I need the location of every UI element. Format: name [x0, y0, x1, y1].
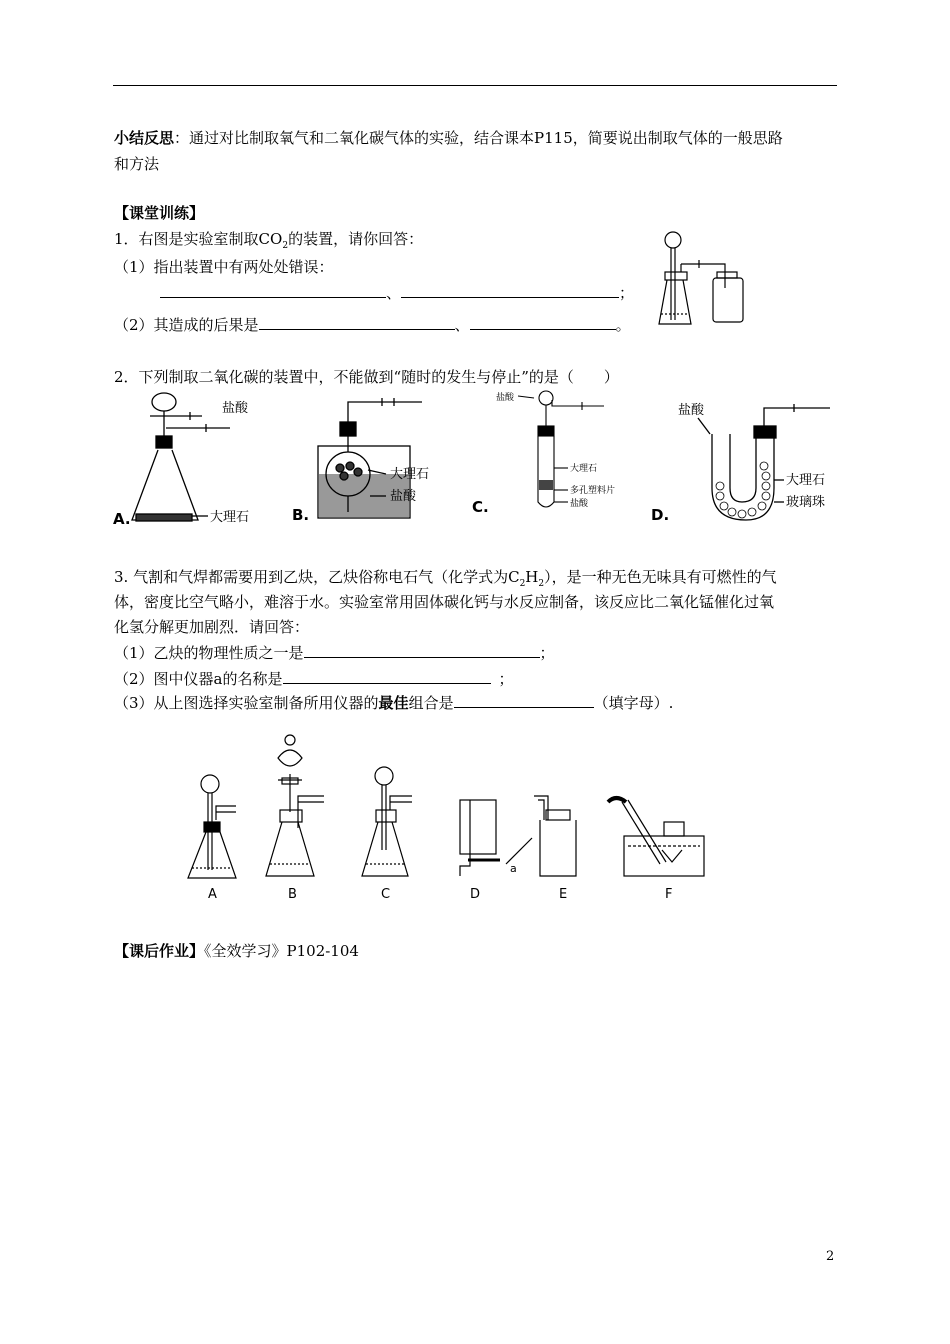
apparatus-a [188, 775, 236, 878]
q2-figure-b [310, 396, 470, 524]
summary-line-2: 和方法 [114, 155, 160, 173]
instrument-a-label: a [510, 862, 517, 875]
q2b-marble-label: 大理石 [390, 467, 430, 482]
q3-line-1: 3. 气割和气焊都需要用到乙炔，乙炔俗称电石气（化学式为$C_2H_2$），是一种无色无味具有可燃性的气 [114, 568, 777, 589]
homework-label: 【课后作业】 [114, 942, 205, 960]
apparatus-label-d: D [470, 887, 481, 902]
apparatus-d [460, 800, 532, 876]
homework-line [114, 940, 359, 961]
q2a-marble-label: 大理石 [210, 510, 250, 525]
q1-blank-3[interactable] [259, 315, 455, 330]
apparatus-label-e: E [559, 887, 568, 902]
apparatus-f [608, 798, 704, 876]
q2c-marble-label: 大理石 [570, 464, 598, 474]
q2-figure-d [676, 396, 836, 524]
q3-blank-3[interactable] [454, 693, 594, 708]
q3-apparatus-figure [180, 730, 720, 908]
q2d-marble-label: 大理石 [786, 473, 826, 488]
q2-stem: 2．下列制取二氧化碳的装置中，不能做到“随时的发生与停止”的是（ ） [114, 368, 619, 386]
header-rule [113, 85, 837, 86]
apparatus-label-b: B [288, 887, 297, 902]
q1-part1-answers: 、 ； [160, 282, 634, 303]
q2-figure-a [110, 388, 270, 528]
q3-line-3: 化氢分解更加剧烈．请回答： [114, 618, 310, 636]
q3-line-2: 体，密度比空气略小，难溶于水。实验室常用固体碳化钙与水反应制备，该反应比二氧化锰催化过氧 [114, 593, 775, 611]
q3-part2: （2）图中仪器a的名称是 ； [114, 670, 514, 688]
apparatus-b [266, 735, 324, 876]
q2c-acid-label: 盐酸 [496, 393, 515, 403]
page-number: 2 [826, 1249, 835, 1264]
q1-blank-4[interactable] [470, 315, 616, 330]
homework-text: 《全效学习》P102-104 [204, 942, 359, 960]
funnel-bulb [665, 232, 681, 248]
apparatus-e [534, 796, 576, 876]
summary-label: 小结反思 [114, 129, 175, 147]
q2-option-d[interactable]: D. [651, 506, 670, 524]
q1-stem: 1．右图是实验室制取$CO_2$的装置，请你回答： [114, 230, 424, 251]
q3-part1: （1）乙炔的物理性质之一是 ； [114, 644, 555, 662]
q1-blank-2[interactable] [401, 283, 619, 298]
q3-blank-2[interactable] [283, 669, 491, 684]
q1-part2: （2）其造成的后果是 、 。 [114, 316, 631, 334]
apparatus-label-f: F [665, 887, 673, 902]
q1-apparatus-figure [655, 228, 747, 332]
q3-part3: （3）从上图选择实验室制备所用仪器的最佳组合是 （填字母）. [114, 694, 674, 712]
summary-text: ：通过对比制取氧气和二氧化碳气体的实验，结合课本P115，简要说出制取气体的一般思路 [174, 129, 783, 147]
q2b-acid-label: 盐酸 [390, 489, 417, 504]
classroom-heading: 【课堂训练】 [114, 204, 205, 222]
q2d-acid-label: 盐酸 [678, 403, 705, 418]
q2c-acid-label-2: 盐酸 [570, 499, 589, 509]
q3-blank-1[interactable] [304, 643, 540, 658]
apparatus-c [362, 767, 412, 876]
apparatus-label-c: C [381, 887, 391, 902]
q1-blank-1[interactable] [160, 283, 386, 298]
q2-option-b[interactable]: B. [292, 506, 310, 524]
q2-option-c[interactable]: C. [472, 498, 489, 516]
q2c-plate-label: 多孔塑料片 [570, 486, 616, 496]
apparatus-label-a: A [208, 887, 217, 902]
q1-part1: （1）指出装置中有两处处错误： [114, 258, 334, 276]
q2d-beads-label: 玻璃珠 [786, 495, 826, 510]
q2-option-a[interactable]: A. [113, 510, 131, 528]
q2-figure-c [494, 388, 644, 516]
summary-line-1 [114, 127, 783, 148]
q2a-acid-label: 盐酸 [222, 401, 249, 416]
